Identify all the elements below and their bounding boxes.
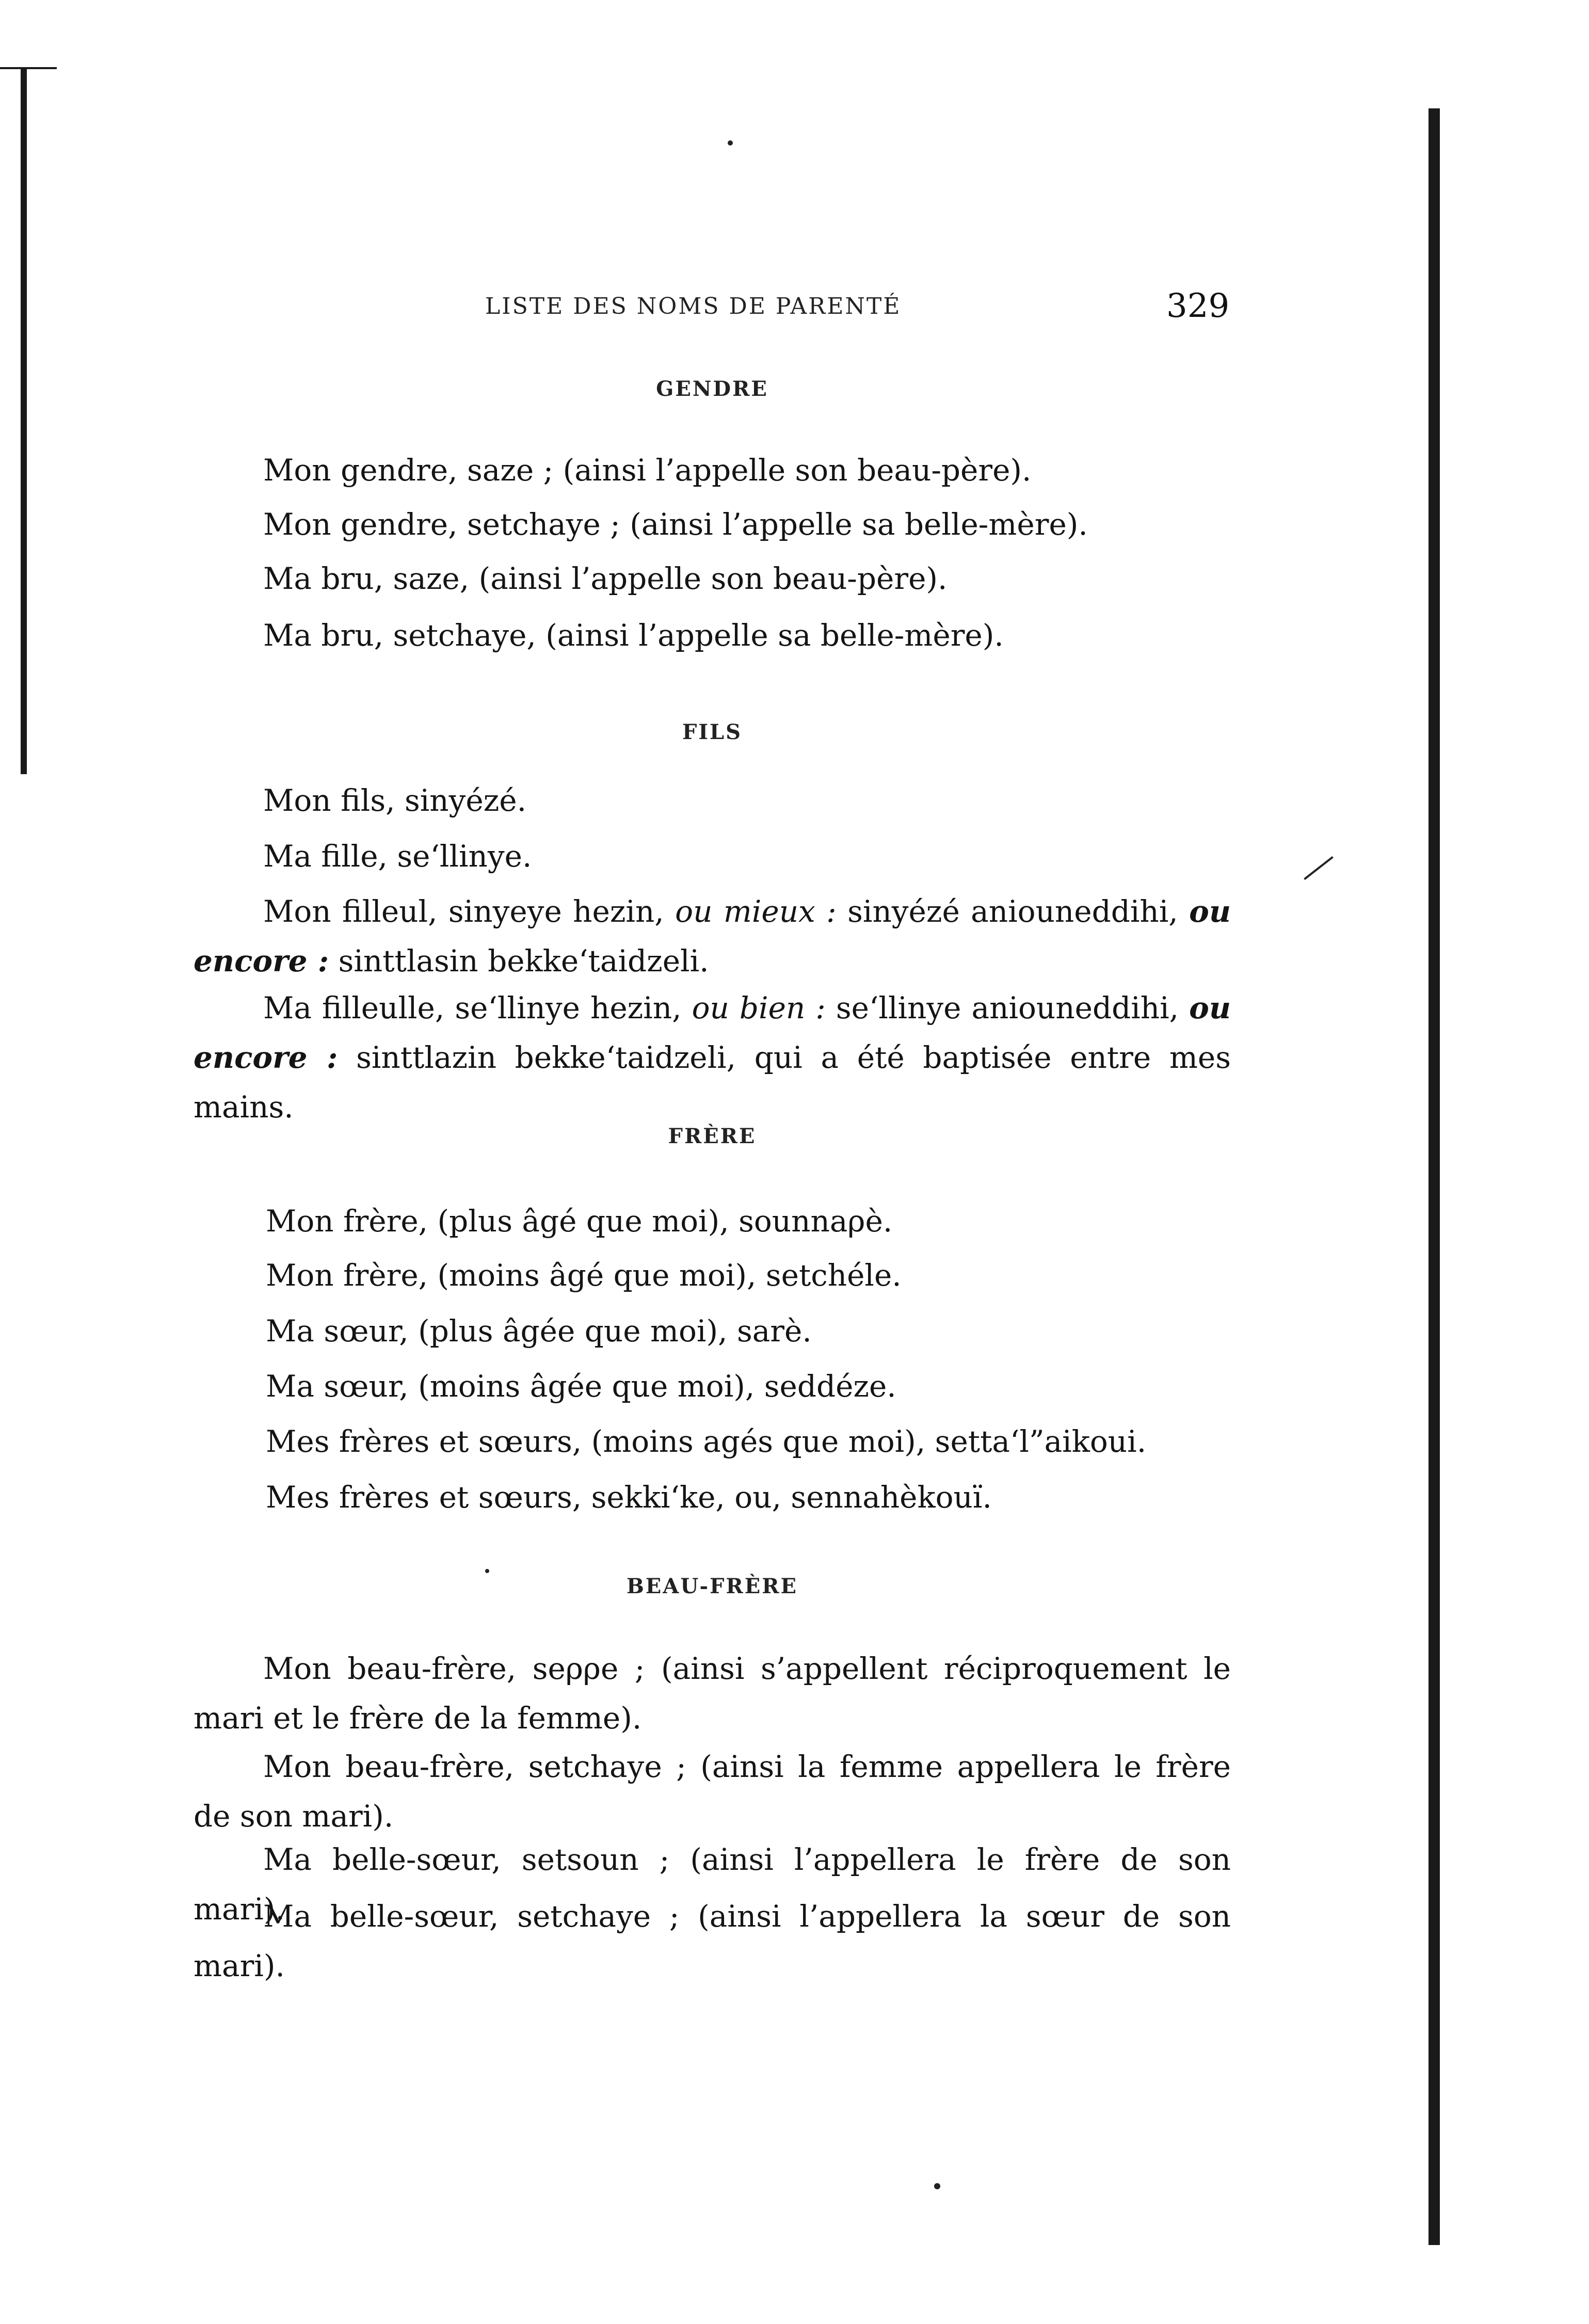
text-run-italic: ou bien :	[692, 990, 826, 1025]
text-run: sinyézé aniouneddihi,	[847, 894, 1178, 929]
section-heading-fils: FILS	[682, 720, 743, 744]
entry-line: Ma sœur, (plus âgée que moi), sarè.	[266, 1313, 812, 1349]
text-run: sinttlasin bekke‘taidzeli.	[338, 943, 709, 979]
entry-paragraph: Ma belle-sœur, setchaye ; (ainsi l’appellera la sœur de son mari).	[194, 1899, 1231, 1983]
text-run-italic: ou encore :	[194, 990, 1231, 1075]
text-run-italic: ou mieux :	[675, 894, 837, 929]
text-run: Ma filleulle, se‘llinye hezin,	[263, 990, 682, 1025]
entry-line: Ma fille, se‘llinye.	[263, 839, 532, 874]
text-run-italic: ou encore :	[194, 894, 1231, 979]
page-number: 329	[1166, 287, 1230, 325]
entry-line: Mon fils, sinyézé.	[263, 783, 527, 818]
left-margin-tick	[0, 67, 57, 69]
scan-speck	[934, 2183, 940, 2189]
entry-line: Ma sœur, (moins âgée que moi), seddéze.	[266, 1369, 896, 1404]
entry-paragraph-filleul	[194, 887, 1231, 986]
entry-paragraph: Mon beau-frère, seρρe ; (ainsi s’appellent réciproquement le mari et le frère de la femme).	[194, 1651, 1231, 1736]
scan-speck	[485, 1569, 489, 1573]
entry-line: Mon frère, (plus âgé que moi), sounnaρè.	[266, 1204, 893, 1239]
pencil-mark	[1304, 856, 1334, 880]
entry-paragraph: Ma belle-sœur, setsoun ; (ainsi l’appellera le frère de son mari).	[194, 1842, 1231, 1927]
text-run: Mon filleul, sinyeye hezin,	[263, 894, 664, 929]
section-heading-frere: FRÈRE	[668, 1124, 757, 1148]
entry-line: Ma bru, saze, (ainsi l’appelle son beau-père).	[263, 561, 948, 596]
entry-line: Mon frère, (moins âgé que moi), setchéle.	[266, 1258, 902, 1293]
section-heading-gendre: GENDRE	[656, 377, 768, 401]
left-margin-rule	[21, 67, 27, 774]
entry-line: Ma bru, setchaye, (ainsi l’appelle sa belle-mère).	[263, 618, 1004, 653]
section-heading-beau-frere: BEAU-FRÈRE	[627, 1574, 798, 1598]
entry-line: Mes frères et sœurs, (moins agés que moi), setta‘l”aikoui.	[266, 1424, 1147, 1459]
scan-speck	[728, 140, 733, 146]
entry-line: Mon gendre, setchaye ; (ainsi l’appelle sa belle-mère).	[263, 507, 1088, 542]
text-run: se‘llinye aniouneddihi,	[836, 990, 1179, 1025]
entry-paragraph: Mon beau-frère, setchaye ; (ainsi la femme appellera le frère de son mari).	[194, 1749, 1231, 1834]
right-binding-edge	[1429, 108, 1440, 2245]
entry-line: Mon gendre, saze ; (ainsi l’appelle son beau-père).	[263, 453, 1032, 488]
entry-paragraph-filleulle	[194, 983, 1231, 1132]
entry-line: Mes frères et sœurs, sekki‘ke, ou, sennahèkouï.	[266, 1480, 992, 1515]
text-run: sinttlazin bekke‘taidzeli, qui a été baptisée entre mes mains.	[194, 1040, 1231, 1125]
running-title: LISTE DES NOMS DE PARENTÉ	[485, 293, 902, 319]
